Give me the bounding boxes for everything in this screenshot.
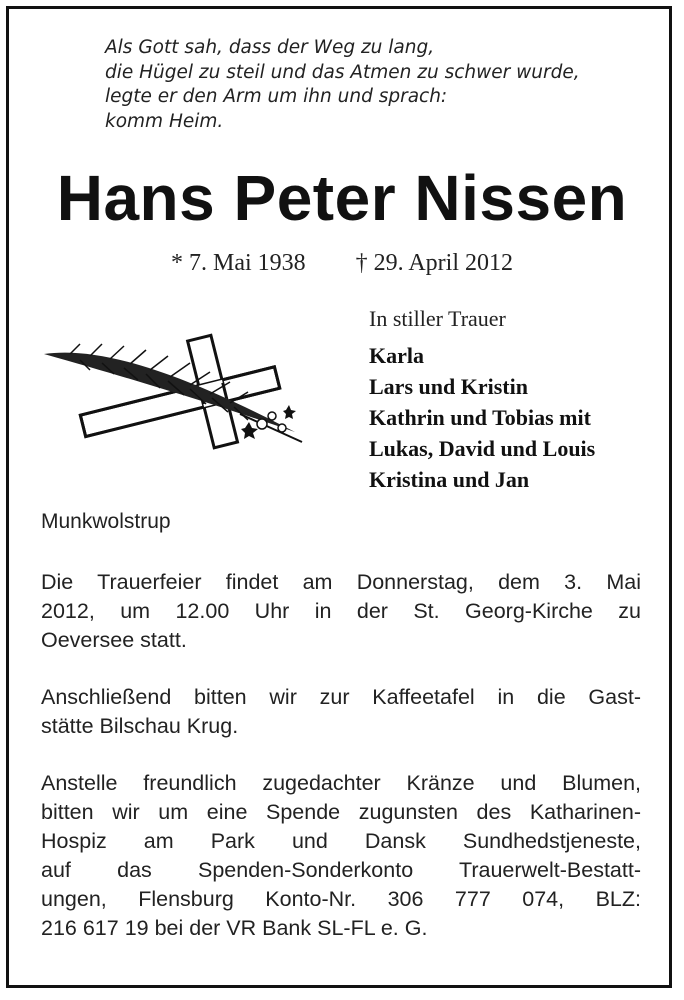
mourner-name: Lukas, David und Louis — [369, 436, 596, 461]
deceased-name: Hans Peter Nissen — [56, 162, 628, 234]
mourner-name: Lars und Kristin — [369, 374, 528, 399]
paragraph-line: Anschließend bitten wir zur Kaffeetafel in die Gast- — [41, 685, 641, 709]
donation-paragraph — [41, 769, 641, 943]
poem — [105, 36, 625, 134]
death-date: † 29. April 2012 — [355, 250, 513, 276]
mourner-name: Karla — [369, 343, 424, 368]
reception-paragraph — [41, 683, 641, 741]
poem-line: die Hügel zu steil und das Atmen zu schwer wurde, — [105, 61, 580, 83]
mourning-intro: In stiller Trauer — [369, 306, 506, 331]
paragraph-line: stätte Bilschau Krug. — [41, 714, 239, 738]
mourners-list — [369, 340, 669, 495]
paragraph-line: auf das Spenden-Sonderkonto Trauerwelt-Bestatt- — [41, 858, 641, 882]
mourner-name: Kathrin und Tobias mit — [369, 405, 591, 430]
paragraph-line: ungen, Flensburg Konto-Nr. 306 777 074, BLZ: — [41, 887, 641, 911]
birth-date: * 7. Mai 1938 — [170, 250, 306, 276]
place-name: Munkwolstrup — [41, 510, 171, 533]
paragraph-line: 2012, um 12.00 Uhr in der St. Georg-Kirche zu — [41, 599, 641, 623]
paragraph-line: Hospiz am Park und Dansk Sundhedstjeneste, — [41, 829, 641, 853]
paragraph-line: bitten wir um eine Spende zugunsten des Katharinen- — [41, 800, 641, 824]
poem-line: Als Gott sah, dass der Weg zu lang, — [105, 37, 435, 58]
poem-line: komm Heim. — [105, 110, 224, 132]
paragraph-line: Oeversee statt. — [41, 628, 187, 652]
paragraph-line: 216 617 19 bei der VR Bank SL-FL e. G. — [41, 916, 428, 940]
cross-with-palm-frond-icon — [40, 332, 310, 452]
mourner-name: Kristina und Jan — [369, 467, 530, 492]
poem-line: legte er den Arm um ihn und sprach: — [105, 86, 448, 107]
life-dates — [0, 248, 684, 278]
funeral-service-paragraph — [41, 568, 641, 655]
paragraph-line: Anstelle freundlich zugedachter Kränze und Blumen, — [41, 771, 641, 795]
paragraph-line: Die Trauerfeier findet am Donnerstag, dem 3. Mai — [41, 570, 641, 594]
